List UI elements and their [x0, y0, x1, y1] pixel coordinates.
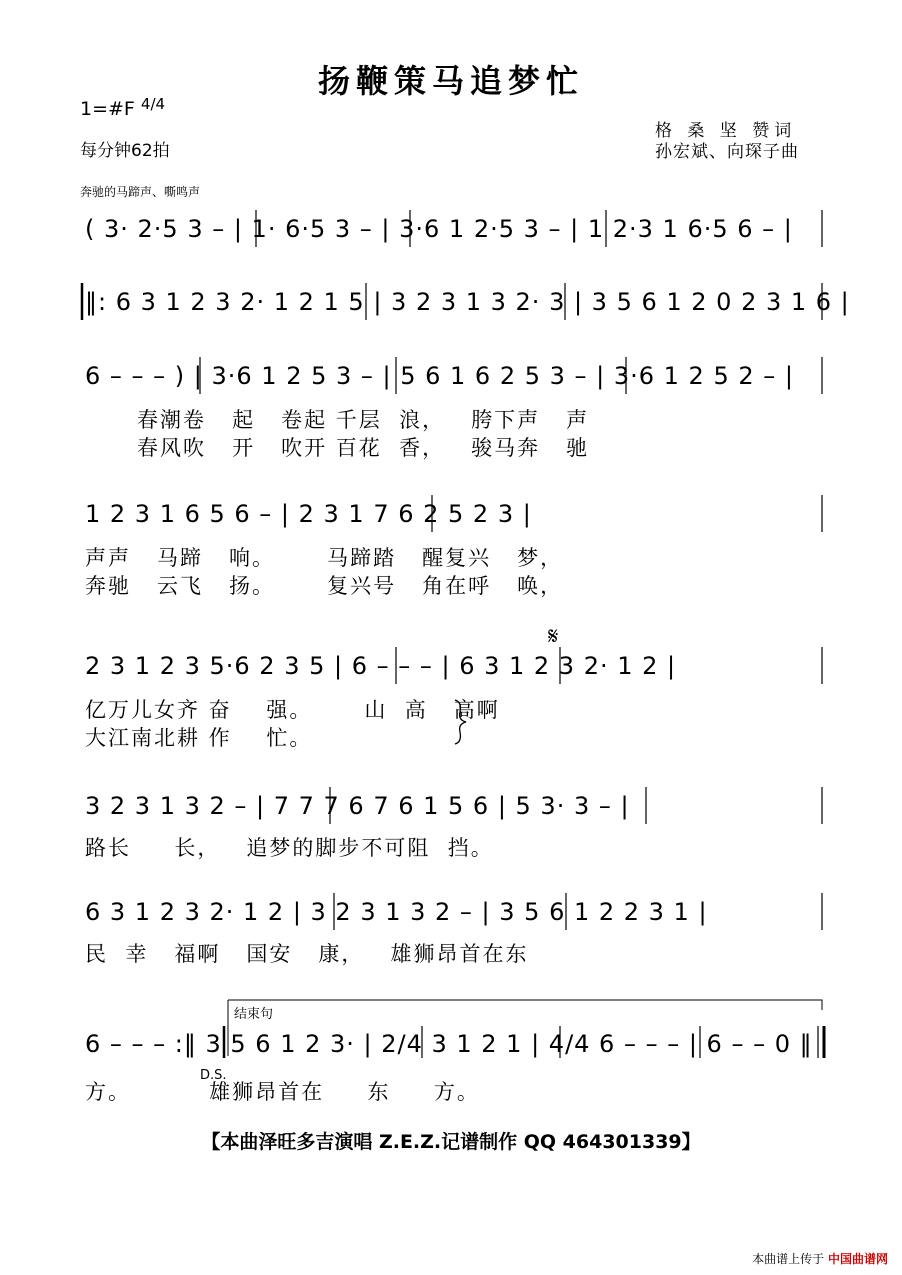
row-5-lyrics-verse-1: 亿万儿女齐 奋 强。 山 高 高啊	[85, 698, 500, 722]
row-8-lyrics: 方。 雄狮昂首在 东 方。	[85, 1080, 480, 1104]
key-text: 1=#F	[80, 98, 135, 120]
row-4-notes: 1 2 3 1 6 5 6 – | 2 3 1 7 6 2 5 2 3 |	[85, 500, 532, 528]
row-5-notes: 2 3 1 2 3 5·6 2 3 5 | 6 – – – | 6 3 1 2 3 2· 1 2 |	[85, 652, 677, 680]
key-signature	[80, 95, 166, 120]
row-5-lyrics-verse-2: 大江南北耕 作 忙。	[85, 726, 313, 750]
song-title: 扬鞭策马追梦忙	[317, 62, 584, 100]
composer-credit: 孙宏斌、向琛子曲	[655, 142, 799, 162]
row-3-lyrics-verse-1: 春潮卷 起 卷起 千层 浪， 胯下声 声	[85, 408, 590, 432]
upload-site-link[interactable]: 中国曲谱网	[827, 1252, 888, 1266]
performance-note: 奔驰的马蹄声、嘶鸣声	[80, 185, 201, 199]
lyricist-credit: 格 桑 坚 赞词	[655, 121, 797, 141]
row-8-notes: 6 – – – :‖ 3 5 6 1 2 3· | 2/4 3 1 2 1 | 4/4 6 – – – | 6 – – 0 ‖	[85, 1030, 813, 1058]
score-row-8	[0, 996, 902, 1106]
row-3-notes: 6 – – – ) | 3·6 1 2 5 3 – | 5 6 1 6 2 5 3 – | 3·6 1 2 5 2 – |	[85, 362, 794, 390]
coda-label: 结束句	[234, 1007, 274, 1022]
row-7-lyrics: 民 幸 福啊 国安 康， 雄狮昂首在东	[85, 942, 529, 966]
time-signature: 4/4	[140, 95, 166, 113]
row-6-lyrics: 路长 长， 追梦的脚步不可阻 挡。	[85, 836, 494, 860]
score-row-3	[0, 352, 902, 462]
footer-credit: 【本曲泽旺多吉演唱 Z.E.Z.记谱制作 QQ 464301339】	[201, 1131, 701, 1153]
row-6-notes: 3 2 3 1 3 2 – | 7 7 7 6 7 6 1 5 6 | 5 3· 3 – |	[85, 792, 630, 820]
upload-prefix: 本曲谱上传于	[752, 1252, 825, 1266]
row-2-notes: ‖: 6 3 1 2 3 2· 1 2 1 5 | 3 2 3 1 3 2· 3 | 3 5 6 1 2 0 2 3 1 6 |	[85, 288, 850, 316]
ds-label: D.S.	[200, 1068, 227, 1083]
score-row-4	[0, 490, 902, 600]
row-3-lyrics-verse-2: 春风吹 开 吹开 百花 香， 骏马奔 驰	[85, 436, 590, 460]
row-4-lyrics-verse-2: 奔驰 云飞 扬。 复兴号 角在呼 唤，	[85, 574, 564, 598]
row-4-lyrics-verse-1: 声声 马蹄 响。 马蹄踏 醒复兴 梦，	[85, 546, 564, 570]
score-row-1	[0, 205, 902, 255]
row-7-notes: 6 3 1 2 3 2· 1 2 | 3 2 3 1 3 2 – | 3 5 6 1 2 2 3 1 |	[85, 898, 708, 926]
segno-sign: 𝄋	[548, 622, 559, 650]
upload-notice	[752, 1250, 888, 1267]
score-row-6	[0, 782, 902, 862]
tempo: 每分钟62拍	[80, 141, 170, 161]
score-row-7	[0, 888, 902, 968]
row-1-notes: ( 3· 2·5 3 – | 1· 6·5 3 – | 3·6 1 2·5 3 – | 1 2·3 1 6·5 6 – |	[85, 215, 793, 243]
score-row-2	[0, 278, 902, 328]
score-row-5	[0, 642, 902, 752]
